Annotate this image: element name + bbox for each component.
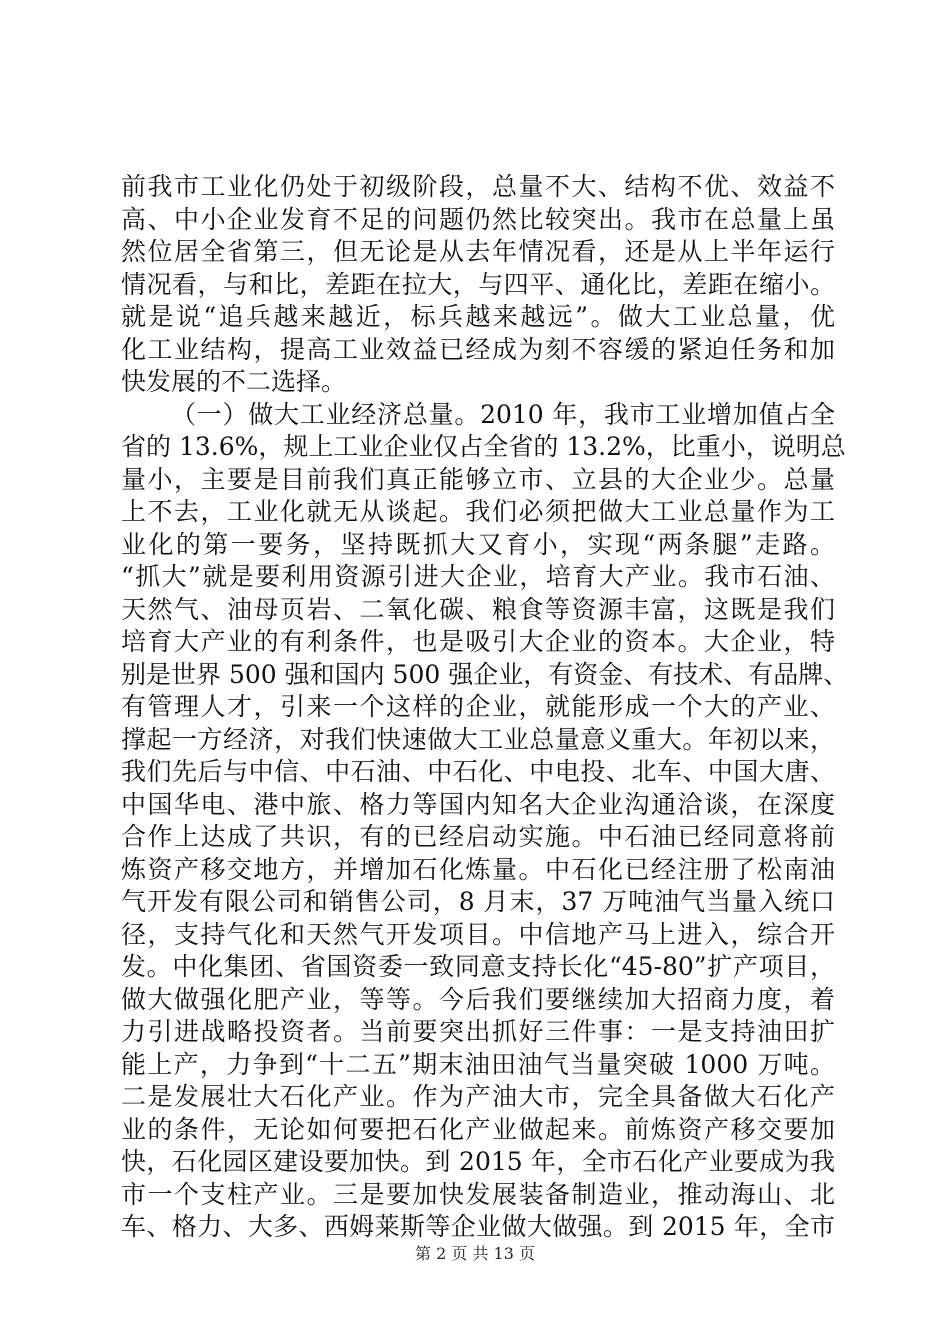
paragraph-intro [121, 171, 835, 399]
text-line: 别是世界 500 强和国内 500 强企业，有资金、有技术、有品牌、 [121, 659, 849, 689]
text-line: 做大做强化肥产业，等等。今后我们要继续加大招商力度，着 [121, 984, 835, 1014]
text-line: 气开发有限公司和销售公司，8 月末，37 万吨油气当量入统口 [121, 887, 835, 916]
text-line: 高、中小企业发育不足的问题仍然比较突出。我市在总量上虽 [121, 204, 835, 234]
text-line: 情况看，与和比，差距在拉大，与四平、通化比，差距在缩小。 [121, 269, 835, 299]
text-line: 撑起一方经济，对我们快速做大工业总量意义重大。年初以来， [121, 724, 835, 754]
document-body [121, 171, 849, 1244]
text-line: 力引进战略投资者。当前要突出抓好三件事：一是支持油田扩 [121, 1017, 835, 1046]
text-line: 炼资产移交地方，并增加石化炼量。中石化已经注册了松南油 [121, 854, 835, 884]
text-line: 发。中化集团、省国资委一致同意支持长化“45-80”扩产项目， [121, 952, 835, 981]
text-line: 业化的第一要务，坚持既抓大又育小，实现“两条腿”走路。 [121, 529, 835, 559]
text-line: 二是发展壮大石化产业。作为产油大市，完全具备做大石化产 [121, 1082, 835, 1111]
text-line: 就是说“追兵越来越近，标兵越来越远”。做大工业总量，优 [121, 302, 835, 331]
text-line: 我们先后与中信、中石油、中石化、中电投、北车、中国大唐、 [121, 757, 835, 786]
text-line: 然位居全省第三，但无论是从去年情况看，还是从上半年运行 [121, 237, 835, 266]
text-line: 车、格力、大多、西姆莱斯等企业做大做强。到 2015 年，全市 [121, 1212, 835, 1241]
paragraph-section-1 [121, 399, 849, 1244]
text-line: 省的 13.6%，规上工业企业仅占全省的 13.2%，比重小，说明总 [121, 432, 846, 461]
text-line: （一）做大工业经济总量。2010 年，我市工业增加值占全 [171, 399, 835, 429]
text-line: 化工业结构，提高工业效益已经成为刻不容缓的紧迫任务和加 [121, 334, 835, 364]
text-line: 合作上达成了共识，有的已经启动实施。中石油已经同意将前 [121, 822, 835, 851]
text-line: 快发展的不二选择。 [121, 367, 347, 396]
text-line: 天然气、油母页岩、二氧化碳、粮食等资源丰富，这既是我们 [121, 594, 835, 624]
text-line: 培育大产业的有利条件，也是吸引大企业的资本。大企业，特 [121, 627, 835, 656]
text-line: 量小，主要是目前我们真正能够立市、立县的大企业少。总量 [121, 464, 835, 494]
text-line: 能上产，力争到“十二五”期末油田油气当量突破 1000 万吨。 [121, 1049, 835, 1079]
text-line: 中国华电、港中旅、格力等国内知名大企业沟通洽谈，在深度 [121, 789, 835, 819]
text-line: 快，石化园区建设要加快。到 2015 年，全市石化产业要成为我 [121, 1147, 835, 1176]
page-number-label: 第 2 页 共 13 页 [415, 1244, 535, 1263]
text-line: 径，支持气化和天然气开发项目。中信地产马上进入，综合开 [121, 919, 835, 949]
text-line: 前我市工业化仍处于初级阶段，总量不大、结构不优、效益不 [121, 172, 835, 201]
text-line: 市一个支柱产业。三是要加快发展装备制造业，推动海山、北 [121, 1179, 835, 1209]
text-line: 有管理人才，引来一个这样的企业，就能形成一个大的产业、 [121, 692, 835, 721]
text-line: 业的条件，无论如何要把石化产业做起来。前炼资产移交要加 [121, 1114, 835, 1144]
page-footer [0, 1244, 950, 1264]
text-line: “抓大”就是要利用资源引进大企业，培育大产业。我市石油、 [121, 562, 835, 591]
text-line: 上不去，工业化就无从谈起。我们必须把做大工业总量作为工 [121, 497, 835, 526]
